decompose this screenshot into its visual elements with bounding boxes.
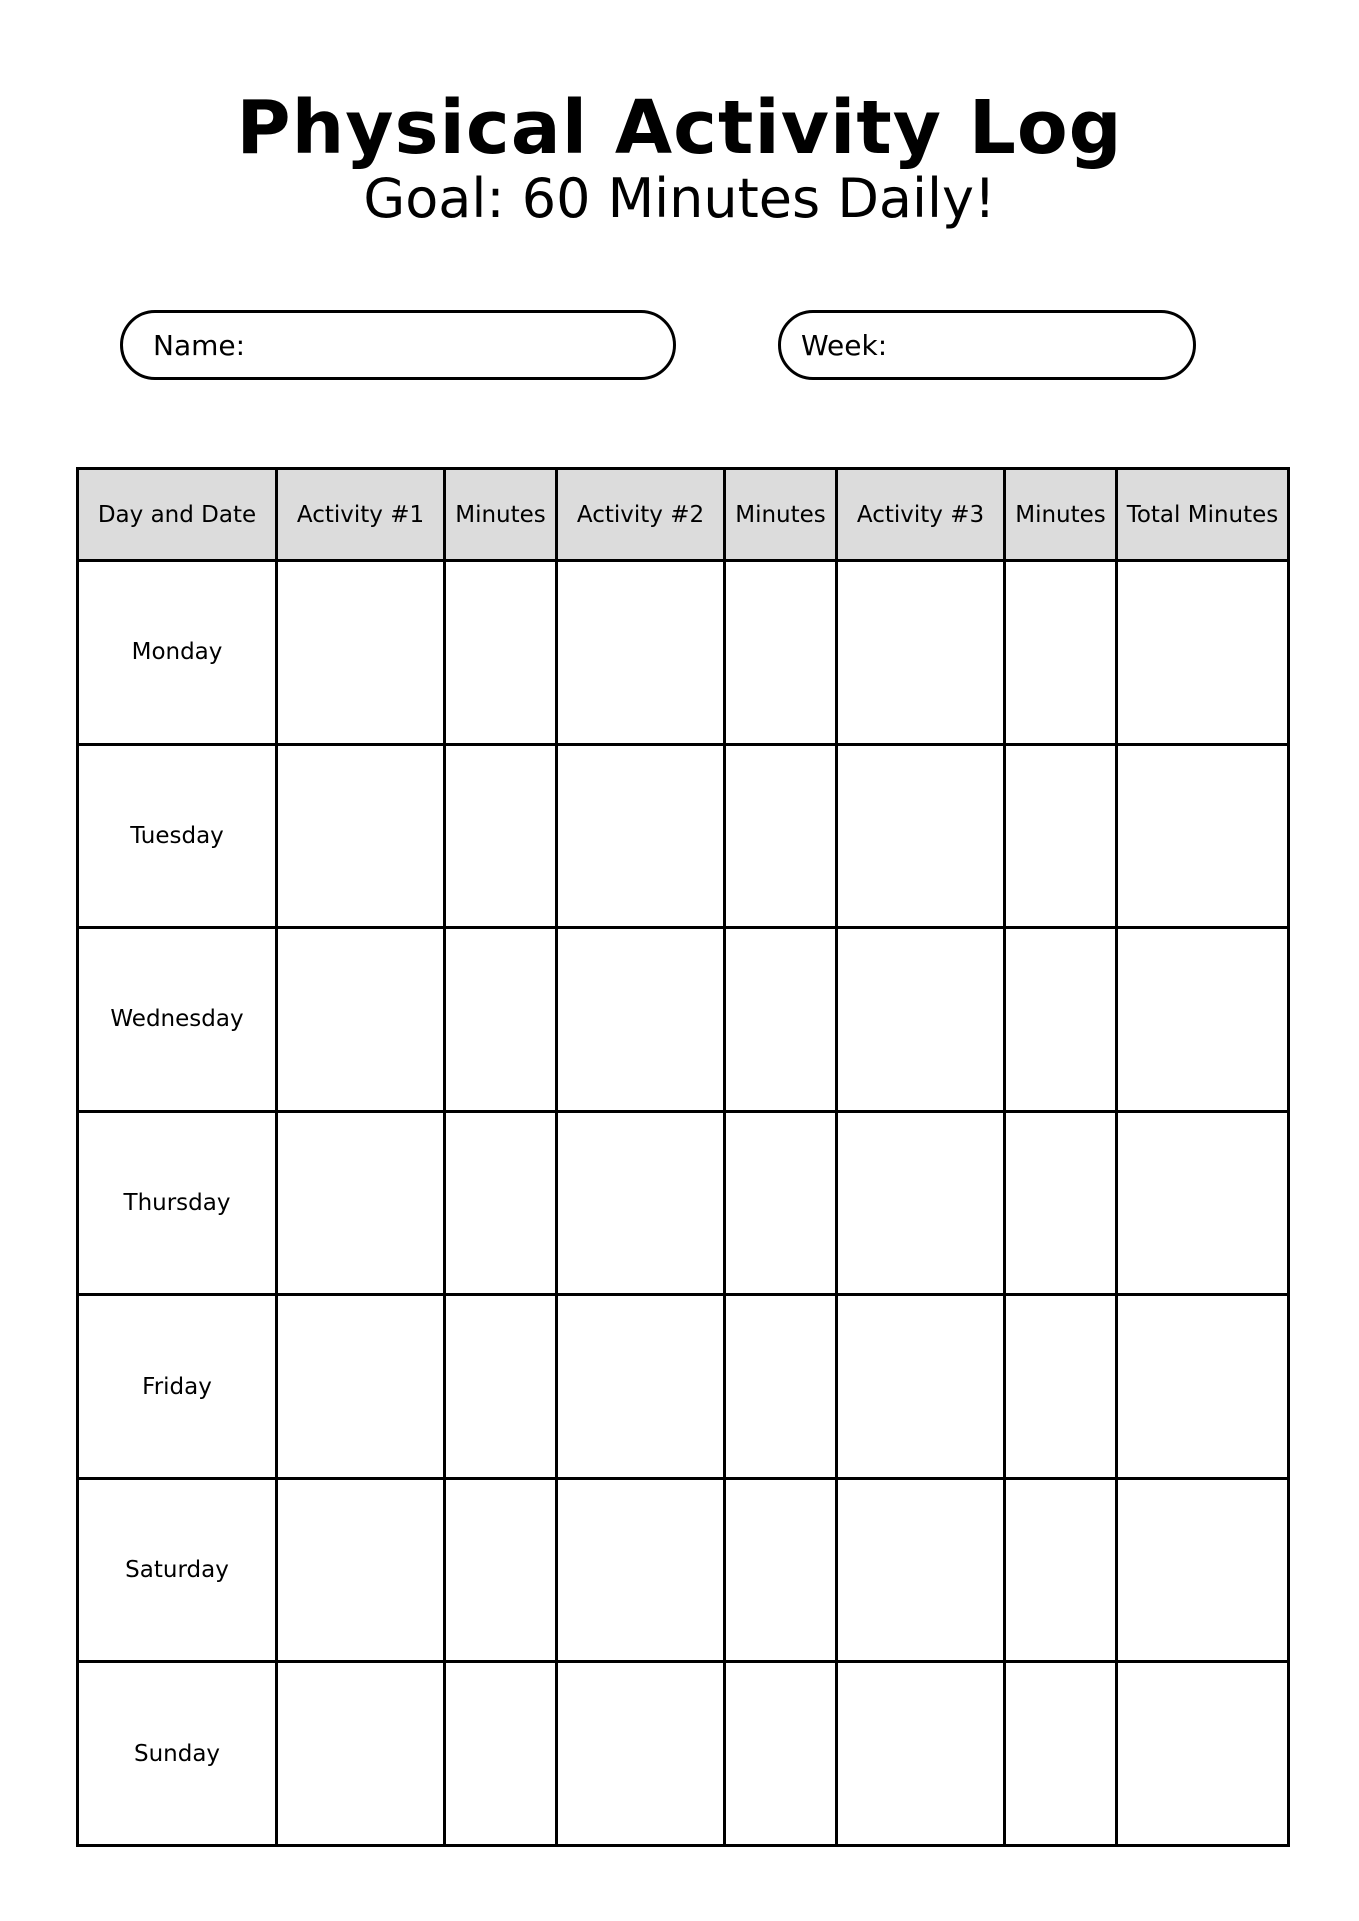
minutes-1-cell[interactable] (445, 1295, 557, 1479)
activity-1-cell[interactable] (277, 1478, 445, 1662)
total-minutes-cell[interactable] (1117, 1478, 1289, 1662)
activity-2-cell[interactable] (557, 1478, 725, 1662)
activity-log-table (76, 467, 1290, 1847)
activity-2-cell[interactable] (557, 561, 725, 745)
activity-1-cell[interactable] (277, 744, 445, 928)
activity-2-cell[interactable] (557, 1111, 725, 1295)
name-label: Name: (153, 328, 246, 362)
page-subtitle: Goal: 60 Minutes Daily! (363, 167, 996, 230)
table-row (78, 1295, 1289, 1479)
activity-2-cell[interactable] (557, 1295, 725, 1479)
minutes-1-cell[interactable] (445, 928, 557, 1112)
day-cell-thursday: Thursday (78, 1111, 277, 1295)
table-row (78, 561, 1289, 745)
minutes-3-cell[interactable] (1005, 1478, 1117, 1662)
column-header-total-minutes: Total Minutes (1117, 469, 1289, 561)
activity-2-cell[interactable] (557, 744, 725, 928)
minutes-2-cell[interactable] (725, 744, 837, 928)
day-cell-saturday: Saturday (78, 1478, 277, 1662)
table-row (78, 744, 1289, 928)
activity-2-cell[interactable] (557, 1662, 725, 1846)
total-minutes-cell[interactable] (1117, 1111, 1289, 1295)
total-minutes-cell[interactable] (1117, 1662, 1289, 1846)
minutes-3-cell[interactable] (1005, 1662, 1117, 1846)
minutes-3-cell[interactable] (1005, 928, 1117, 1112)
table-row (78, 1478, 1289, 1662)
minutes-1-cell[interactable] (445, 561, 557, 745)
table-row (78, 1111, 1289, 1295)
minutes-1-cell[interactable] (445, 1662, 557, 1846)
day-cell-sunday: Sunday (78, 1662, 277, 1846)
column-header-minutes-2: Minutes (725, 469, 837, 561)
activity-3-cell[interactable] (837, 561, 1005, 745)
column-header-activity-2: Activity #2 (557, 469, 725, 561)
minutes-2-cell[interactable] (725, 1662, 837, 1846)
minutes-3-cell[interactable] (1005, 561, 1117, 745)
minutes-1-cell[interactable] (445, 744, 557, 928)
week-label: Week: (801, 328, 888, 362)
minutes-2-cell[interactable] (725, 1295, 837, 1479)
day-cell-tuesday: Tuesday (78, 744, 277, 928)
table-row (78, 1662, 1289, 1846)
page-title: Physical Activity Log (236, 85, 1123, 171)
total-minutes-cell[interactable] (1117, 561, 1289, 745)
minutes-2-cell[interactable] (725, 1111, 837, 1295)
table-row (78, 928, 1289, 1112)
column-header-activity-3: Activity #3 (837, 469, 1005, 561)
table-header-row (78, 469, 1289, 561)
activity-3-cell[interactable] (837, 1295, 1005, 1479)
column-header-minutes-1: Minutes (445, 469, 557, 561)
total-minutes-cell[interactable] (1117, 744, 1289, 928)
activity-3-cell[interactable] (837, 1662, 1005, 1846)
activity-3-cell[interactable] (837, 1478, 1005, 1662)
activity-1-cell[interactable] (277, 1295, 445, 1479)
minutes-2-cell[interactable] (725, 928, 837, 1112)
minutes-3-cell[interactable] (1005, 1295, 1117, 1479)
activity-3-cell[interactable] (837, 928, 1005, 1112)
week-field[interactable] (778, 310, 1196, 380)
minutes-2-cell[interactable] (725, 1478, 837, 1662)
activity-3-cell[interactable] (837, 744, 1005, 928)
activity-1-cell[interactable] (277, 928, 445, 1112)
activity-2-cell[interactable] (557, 928, 725, 1112)
day-cell-friday: Friday (78, 1295, 277, 1479)
day-cell-wednesday: Wednesday (78, 928, 277, 1112)
minutes-3-cell[interactable] (1005, 744, 1117, 928)
column-header-minutes-3: Minutes (1005, 469, 1117, 561)
minutes-1-cell[interactable] (445, 1111, 557, 1295)
total-minutes-cell[interactable] (1117, 1295, 1289, 1479)
minutes-1-cell[interactable] (445, 1478, 557, 1662)
name-field[interactable] (120, 310, 676, 380)
total-minutes-cell[interactable] (1117, 928, 1289, 1112)
column-header-activity-1: Activity #1 (277, 469, 445, 561)
column-header-day-and-date: Day and Date (78, 469, 277, 561)
minutes-2-cell[interactable] (725, 561, 837, 745)
activity-1-cell[interactable] (277, 561, 445, 745)
activity-1-cell[interactable] (277, 1662, 445, 1846)
activity-1-cell[interactable] (277, 1111, 445, 1295)
day-cell-monday: Monday (78, 561, 277, 745)
activity-3-cell[interactable] (837, 1111, 1005, 1295)
minutes-3-cell[interactable] (1005, 1111, 1117, 1295)
